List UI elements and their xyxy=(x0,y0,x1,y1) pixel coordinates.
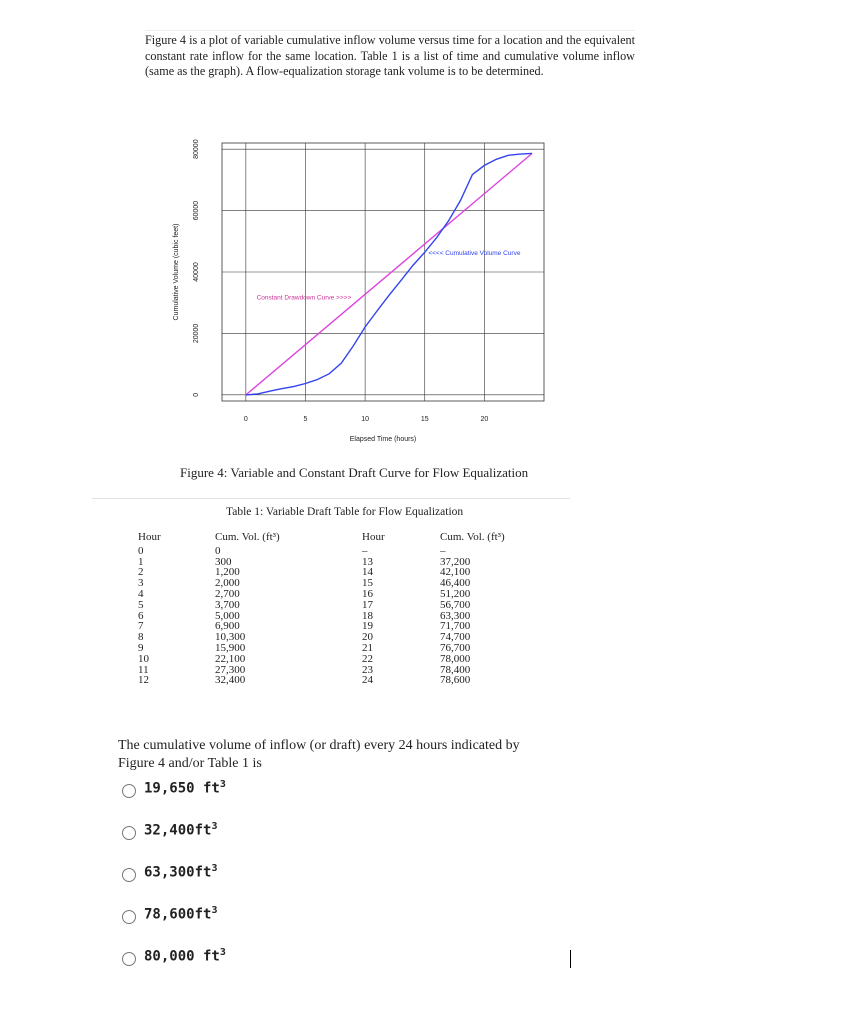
table-cell: 12 xyxy=(138,674,149,687)
table-cell: 21 xyxy=(362,641,373,654)
option-label: $78,600ft^3$ xyxy=(144,905,218,923)
table-caption: Table 1: Variable Draft Table for Flow Equalization xyxy=(226,506,464,518)
annotation-cumulative-volume: <<<< Cumulative Volume Curve xyxy=(428,250,521,258)
table-header: Hour xyxy=(138,531,161,543)
table-cell: 16 xyxy=(362,587,373,600)
radio-button[interactable] xyxy=(122,826,136,840)
table-header: Cum. Vol. (ft³) xyxy=(440,531,505,543)
option-label: 80,000 $ft^3$ xyxy=(144,947,226,965)
table-col-hour-left xyxy=(138,532,161,686)
table-cell: 7 xyxy=(138,620,144,633)
table-cell: 37,200 xyxy=(440,555,471,568)
table-cell: 3 xyxy=(138,577,144,590)
table-cell: 2 xyxy=(138,566,144,579)
table-cell: 22,100 xyxy=(215,652,246,665)
x-tick-label: 10 xyxy=(361,416,370,423)
table-header: Hour xyxy=(362,531,385,543)
table-cell: – xyxy=(362,544,368,557)
radio-button[interactable] xyxy=(122,952,136,966)
option-label: 19,650 $ft^3$ xyxy=(144,779,226,797)
annotation-constant-drawdown: Constant Drawdown Curve >>>> xyxy=(256,294,352,302)
table-cell: 9 xyxy=(138,641,144,654)
y-tick-label: 80000 xyxy=(193,139,200,159)
table-cell: 78,000 xyxy=(440,652,471,665)
figure-caption: Figure 4: Variable and Constant Draft Curve for Flow Equalization xyxy=(180,465,529,480)
table-cell: 63,300 xyxy=(440,609,471,622)
table-cell: – xyxy=(440,544,446,557)
table-cell: 3,700 xyxy=(215,598,240,611)
option-2[interactable] xyxy=(122,820,217,840)
table-cell: 22 xyxy=(362,652,373,665)
table-cell: 27,300 xyxy=(215,663,246,676)
option-5[interactable] xyxy=(122,946,226,966)
table-cell: 46,400 xyxy=(440,577,471,590)
text-cursor xyxy=(570,950,571,968)
figure-4-chart xyxy=(140,135,570,445)
radio-button[interactable] xyxy=(122,784,136,798)
table-cell: 10 xyxy=(138,652,149,665)
radio-button[interactable] xyxy=(122,910,136,924)
table-cell: 24 xyxy=(362,674,373,687)
table-cell: 20 xyxy=(362,631,373,644)
option-label: $63,300ft^3$ xyxy=(144,863,218,881)
table-col-hour-right xyxy=(362,532,385,686)
table-cell: 300 xyxy=(215,555,232,568)
option-label: $32,400ft^3$ xyxy=(144,821,218,839)
table-cell: 0 xyxy=(138,544,144,557)
table-cell: 56,700 xyxy=(440,598,471,611)
table-cell: 4 xyxy=(138,587,144,600)
table-cell: 2,000 xyxy=(215,577,240,590)
table-cell: 42,100 xyxy=(440,566,471,579)
table-cell: 76,700 xyxy=(440,641,471,654)
divider xyxy=(92,498,570,499)
table-header: Cum. Vol. (ft³) xyxy=(215,531,280,543)
table-cell: 14 xyxy=(362,566,373,579)
table-cell: 17 xyxy=(362,598,373,611)
table-cell: 0 xyxy=(215,544,221,557)
option-3[interactable] xyxy=(122,862,217,882)
table-cell: 78,600 xyxy=(440,674,471,687)
y-axis-label: Cumulative Volume (cubic feet) xyxy=(173,223,180,321)
y-tick-label: 60000 xyxy=(193,200,200,221)
y-tick-label: 0 xyxy=(193,392,200,397)
intro-paragraph: Figure 4 is a plot of variable cumulative inflow volume versus time for a location and the equivalent constant rate inflow for the same location. Table 1 is a list of time and cumulative volume inflow (same as the graph). A flow-equalization storage tank volume is to be determined. xyxy=(145,30,635,80)
x-axis-label: Elapsed Time (hours) xyxy=(349,436,417,443)
table-cell: 23 xyxy=(362,663,373,676)
x-tick-label: 20 xyxy=(480,416,489,423)
table-cell: 15 xyxy=(362,577,373,590)
x-tick-label: 0 xyxy=(243,416,248,423)
table-cell: 32,400 xyxy=(215,674,246,687)
table-cell: 5 xyxy=(138,598,144,611)
table-cell: 6,900 xyxy=(215,620,240,633)
table-col-vol-right xyxy=(440,532,505,686)
table-cell: 2,700 xyxy=(215,587,240,600)
table-cell: 78,400 xyxy=(440,663,471,676)
x-tick-label: 15 xyxy=(420,416,429,423)
table-cell: 5,000 xyxy=(215,609,240,622)
x-tick-label: 5 xyxy=(303,416,308,423)
table-cell: 15,900 xyxy=(215,641,246,654)
question-text: The cumulative volume of inflow (or draft) every 24 hours indicated by Figure 4 and/or Table 1 is xyxy=(118,738,520,771)
option-4[interactable] xyxy=(122,904,217,924)
table-cell: 18 xyxy=(362,609,373,622)
table-cell: 19 xyxy=(362,620,373,633)
radio-button[interactable] xyxy=(122,868,136,882)
table-col-vol-left xyxy=(215,532,280,686)
table-cell: 11 xyxy=(138,663,149,676)
table-cell: 8 xyxy=(138,631,144,644)
table-cell: 51,200 xyxy=(440,587,471,600)
y-tick-label: 40000 xyxy=(193,262,200,282)
table-cell: 1,200 xyxy=(215,566,240,579)
table-cell: 10,300 xyxy=(215,631,246,644)
option-1[interactable] xyxy=(122,778,226,798)
table-cell: 13 xyxy=(362,555,373,568)
table-cell: 1 xyxy=(138,555,144,568)
y-tick-label: 20000 xyxy=(193,323,200,344)
table-cell: 74,700 xyxy=(440,631,471,644)
table-cell: 71,700 xyxy=(440,620,471,633)
table-cell: 6 xyxy=(138,609,144,622)
